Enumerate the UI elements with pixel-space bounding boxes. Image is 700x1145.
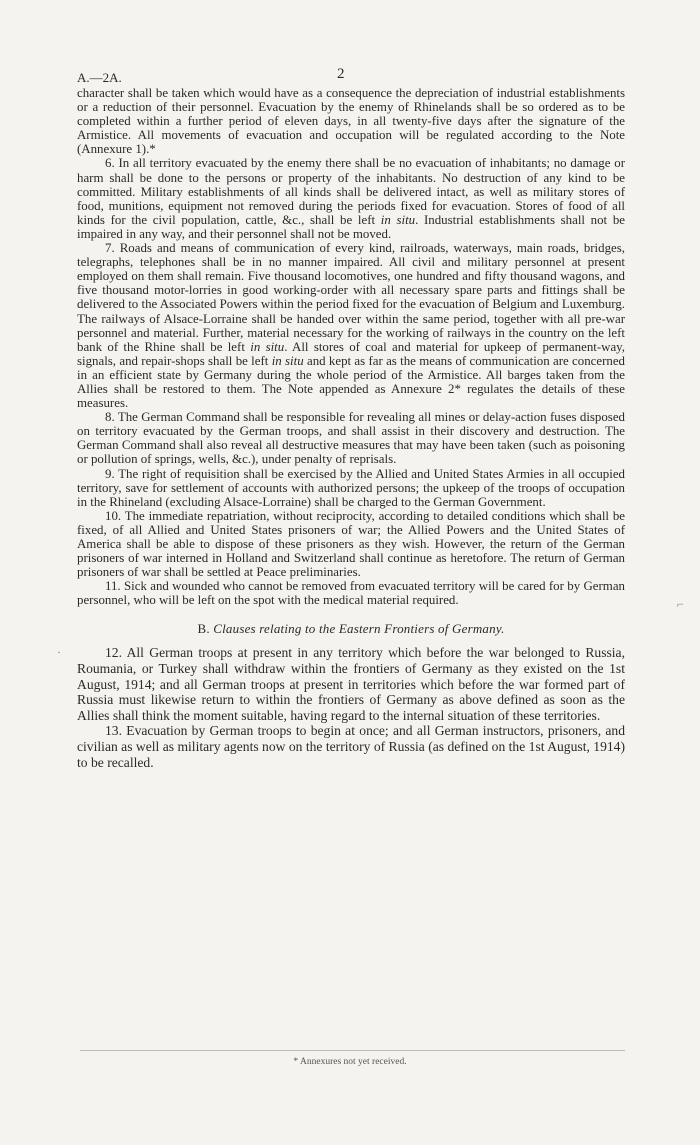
section-heading: B. Clauses relating to the Eastern Frontiers of Germany.: [197, 621, 505, 637]
footnote-divider: [80, 1050, 625, 1051]
document-page: [77, 62, 625, 770]
paragraph-12: 12. All German troops at present in any territory which before the war belonged to Russia, Roumania, or Turkey shall withdraw within the frontiers of Germany as they existed on the 1st August, 1914; and all German troops at present in territories which before the war formed part of Russia must likewise return to within the frontiers of Germany as above defined as soon as the Allies shall think the moment suitable, having regard to the internal situation of these territories.: [77, 645, 625, 723]
paragraph-8: 8. The German Command shall be responsible for revealing all mines or delay-action fuses disposed on territory evacuated by the German troops, and shall assist in their discovery and destruction. The German Command shall also reveal all destructive measures that may have been taken (such as poisoning or pollution of springs, wells, &c.), under penalty of reprisals.: [77, 410, 625, 467]
document-reference: A.—2A.: [77, 70, 122, 85]
paragraph-10: 10. The immediate repatriation, without reciprocity, according to detailed conditions which shall be fixed, of all Allied and United States prisoners of war; the Allied Powers and the United States of America shall be able to dispose of these prisoners as they wish. However, the return of the German prisoners of war interned in Holland and Switzerland shall continue as heretofore. The return of German prisoners of war shall be settled at Peace preliminaries.: [77, 508, 625, 580]
margin-mark-left: ·: [57, 645, 61, 659]
main-text: [77, 86, 625, 607]
paragraph-9: 9. The right of requisition shall be exercised by the Allied and United States Armies in all occupied territory, save for settlement of accounts with authorized persons; the upkeep of the troops of occupation in the Rhineland (excluding Alsace-Lorraine) shall be charged to the German Government.: [77, 466, 625, 509]
paragraph-11: 11. Sick and wounded who cannot be removed from evacuated territory will be cared for by German personnel, who will be left on the spot with the medical material required.: [77, 579, 625, 608]
margin-mark: ⌐: [677, 597, 684, 611]
paragraph-continuation: character shall be taken which would have as a consequence the depreciation of industrial establishments or a reduction of their personnel. Evacuation by the enemy of Rhinelands shall be so ordered as to be completed within a further period of eleven days, in all twenty-five days after the signature of the Armistice. All movements of evacuation and occupation will be regulated according to the Note (Annexure 1).*: [77, 86, 625, 157]
paragraph-6: 6. In all territory evacuated by the enemy there shall be no evacuation of inhabitants; no damage or harm shall be done to the persons or property of the inhabitants. No destruction of any kind to be committed. Military establishments of all kinds shall be delivered intact, as well as military stores of food, munitions, equipment not removed during the periods fixed for evacuation. Stores of food of all kinds for the civil population, cattle, &c., shall be left in situ. Industrial establishments shall not be impaired in any way, and their personnel shall not be moved.: [77, 156, 625, 241]
footnote: * Annexures not yet received.: [293, 1057, 407, 1067]
page-header: [77, 62, 625, 86]
paragraph-7: 7. Roads and means of communication of every kind, railroads, waterways, main roads, bridges, telegraphs, telephones shall be in no manner impaired. All civil and military personnel at present employed on them shall remain. Five thousand locomotives, one hundred and fifty thousand wagons, and five thousand motor-lorries in good working-order with all necessary spare parts and fittings shall be delivered to the Associated Powers within the period fixed for the evacuation of Belgium and Luxemburg. The railways of Alsace-Lorraine shall be handed over within the same period, together with all pre-war personnel and material. Further, material necessary for the working of railways in the country on the left bank of the Rhine shall be left in situ. All stores of coal and material for upkeep of permanent-way, signals, and repair-shops shall be left in situ and kept as far as the means of communication are concerned in an efficient state by Germany during the whole period of the Armistice. All barges taken from the Allies shall be restored to them. The Note appended as Annexure 2* regulates the details of these measures.: [77, 241, 625, 411]
eastern-frontiers-text: [77, 645, 625, 770]
paragraph-13: 13. Evacuation by German troops to begin at once; and all German instructors, prisoners, and civilian as well as military agents now on the territory of Russia (as defined on the 1st August, 1914) to be recalled.: [77, 723, 625, 770]
page-number: 2: [337, 66, 345, 82]
